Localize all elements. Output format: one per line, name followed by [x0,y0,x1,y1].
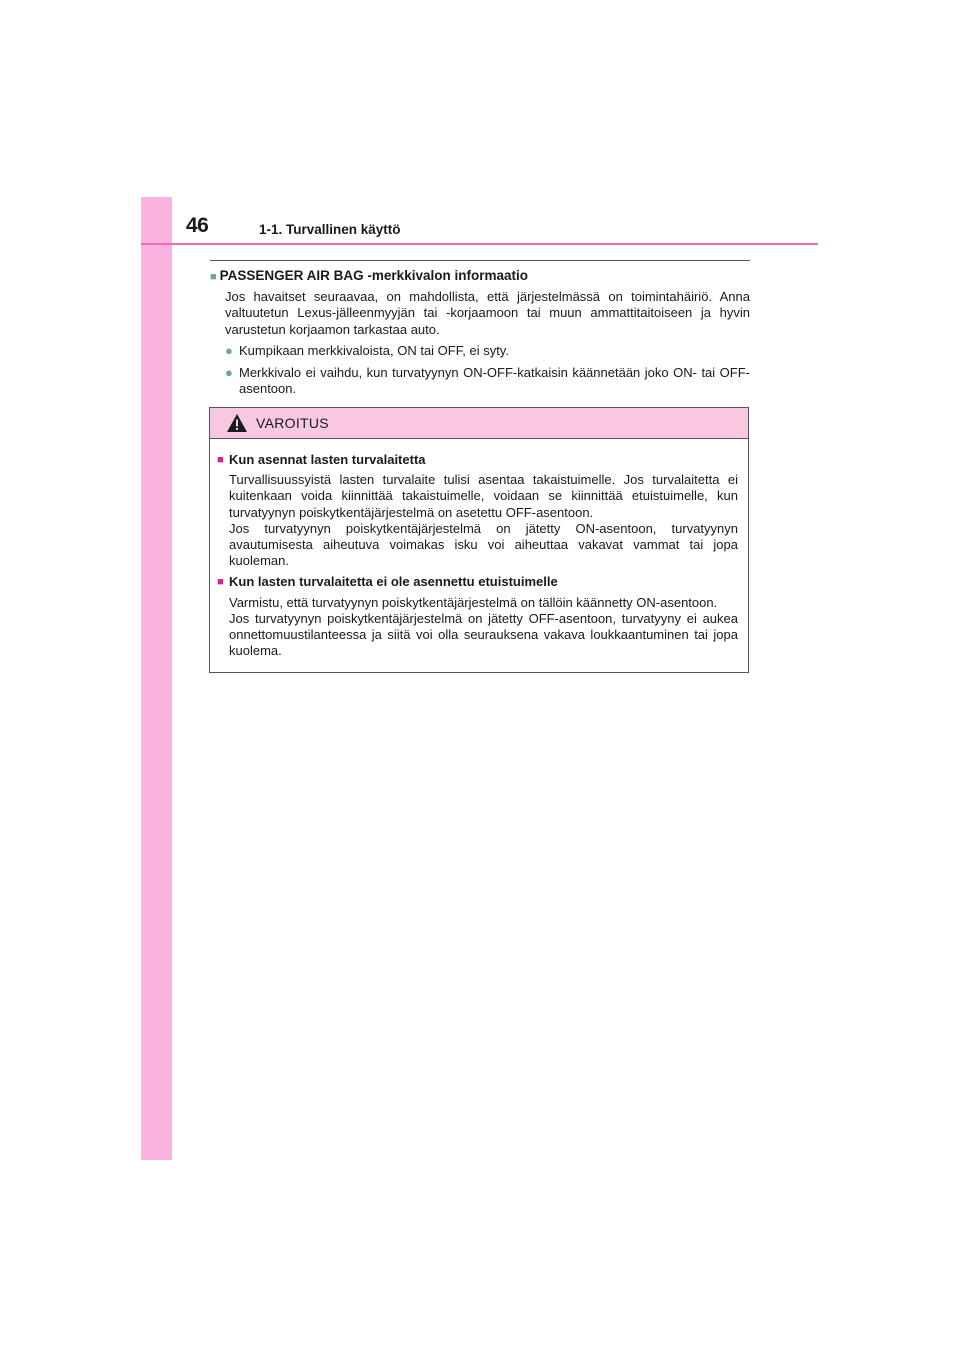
page-number: 46 [186,214,209,237]
warning-body [210,439,748,659]
list-item [225,365,750,398]
warning-item [217,574,738,659]
square-bullet-icon: ■ [217,454,224,466]
chapter-title: 1-1. Turvallinen käyttö [259,222,401,237]
header-rule [141,243,818,245]
warning-triangle-icon [226,413,248,433]
warning-item-heading-text: Kun lasten turvalaitetta ei ole asennettu etuistuimelle [229,574,558,590]
warning-header [210,408,748,439]
warning-title: VAROITUS [256,415,329,431]
warning-item-heading [217,574,738,590]
warning-paragraph: Turvallisuussyistä lasten turvalaite tulisi asentaa takaistuimelle. Jos turvalaitetta ei kuitenkaan voida kiinnittää takaistuimelle, voidaan se kiinnittää etuistuimelle, kun turvatyynyn poiskytkentäjärjestelmä on asetettu OFF-asentoon. [229,472,738,520]
round-bullet-icon: ● [225,343,233,358]
square-bullet-icon: ■ [217,576,224,589]
list-item-text: Merkkivalo ei vaihdu, kun turvatyynyn ON-OFF-katkaisin käännetään joko ON- tai OFF-asentoon. [239,364,750,396]
indicator-info-section [210,268,750,398]
warning-paragraph: Jos turvatyynyn poiskytkentäjärjestelmä on jätetty ON-asentoon, turvatyynyn avautumisesta aiheutuva voimakas isku voi aiheuttaa vakavat vammat tai jopa kuoleman. [229,520,738,569]
warning-box [209,407,749,673]
warning-item-heading-text: Kun asennat lasten turvalaitetta [229,452,426,467]
section-intro: Jos havaitset seuraavaa, on mahdollista, että järjestelmässä on toimintahäiriö. Anna valtuutetun Lexus-jälleenmyyjän tai -korjaamoon tai muun ammattitaitoiseen ja hyvin varustetun korjaamon tarkastaa auto. [225,288,750,337]
section-rule [210,260,750,261]
warning-item-heading [217,452,738,468]
warning-item [217,452,738,569]
list-item-text: Kumpikaan merkkivaloista, ON tai OFF, ei syty. [239,343,509,358]
section-heading-text: PASSENGER AIR BAG -merkkivalon informaatio [219,268,528,283]
square-bullet-icon: ■ [210,271,217,283]
side-tab-strip [141,197,172,1160]
section-heading [210,268,750,286]
list-item [225,343,750,360]
round-bullet-icon: ● [225,364,233,380]
warning-paragraph: Varmistu, että turvatyynyn poiskytkentäjärjestelmä on tällöin käännetty ON-asentoon. [229,594,718,610]
warning-paragraph: Jos turvatyynyn poiskytkentäjärjestelmä on jätetty OFF-asentoon, turvatyyny ei aukea onnettomuustilanteessa ja siitä voi olla seurauksena vakava loukkaantuminen tai jopa kuolema. [229,610,738,659]
